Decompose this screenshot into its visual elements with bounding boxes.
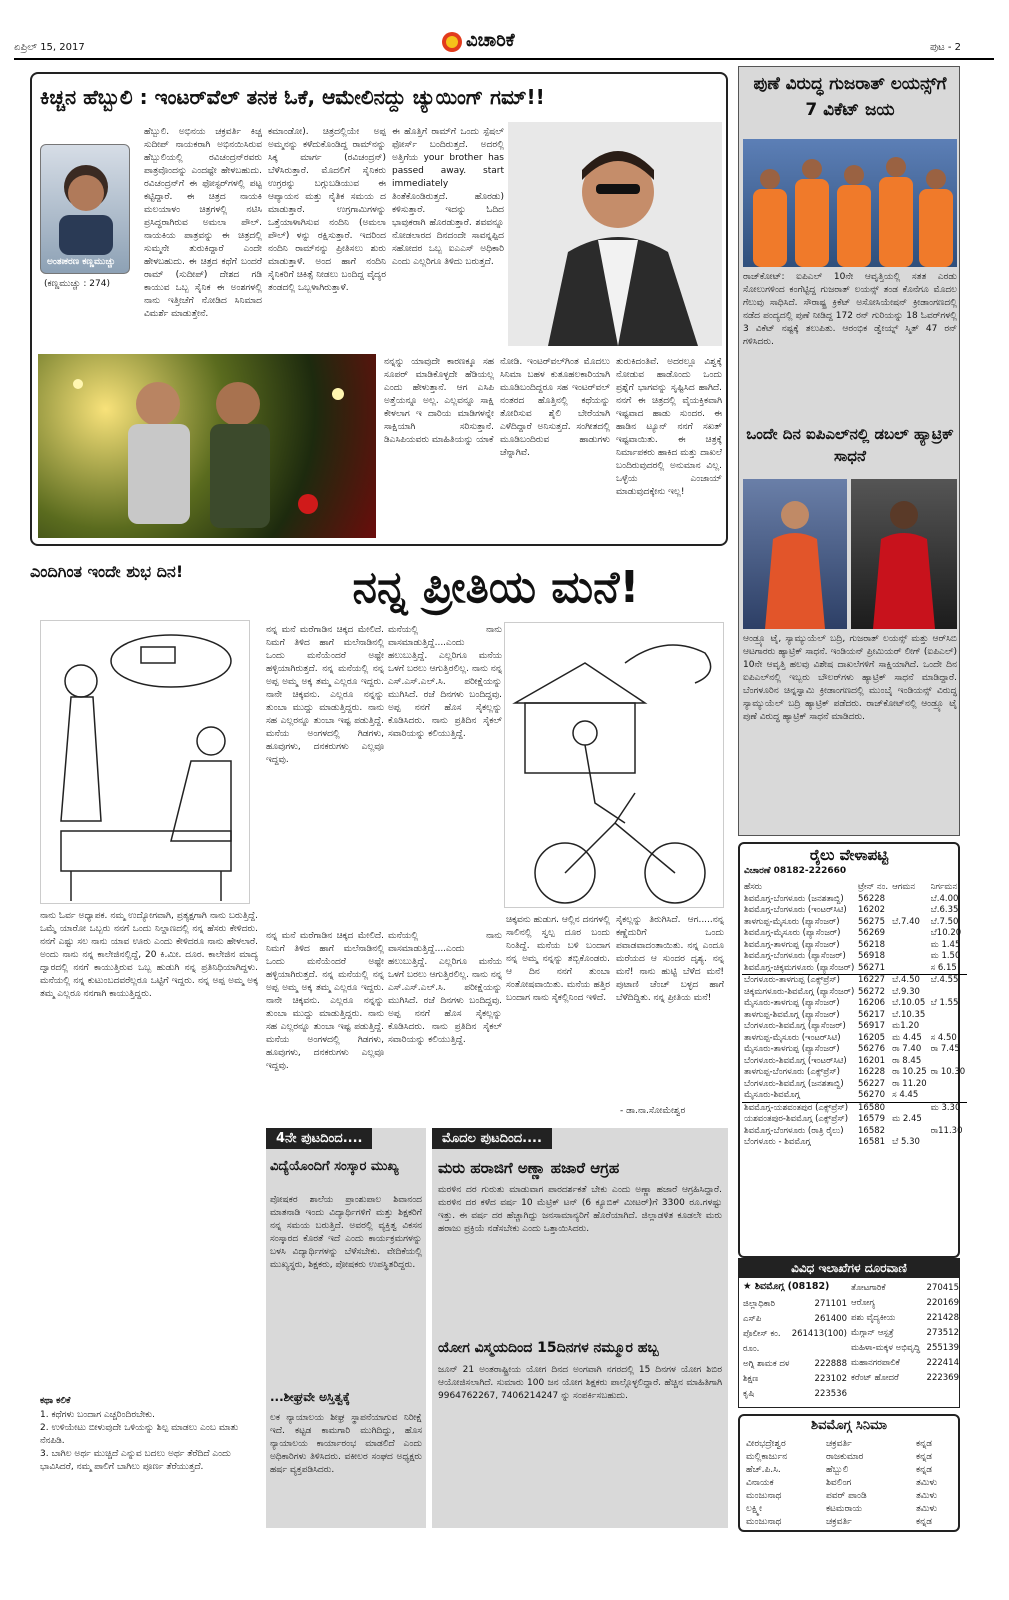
train-row (742, 1033, 967, 1045)
cinema-language: ತಮಿಳು (916, 1504, 938, 1514)
film-title: ಕಿಚ್ಚನ ಹೆಬ್ಬುಲಿ : ಇಂಟರ್‌ವೆಲ್ ತನಕ ಓಕೆ, ಆಮೇಲಿನದ್ದು ಚ್ಯುಯಿಂಗ್ ಗಮ್!! (40, 85, 545, 109)
train-cell: 16202 (858, 905, 886, 915)
train-cell (890, 1102, 929, 1114)
cont-page1-body-2: ಜೂನ್ 21 ಅಂತರಾಷ್ಟ್ರೀಯ ಯೋಗ ದಿನದ ಅಂಗವಾಗಿ ನಗರದಲ್ಲಿ 15 ದಿನಗಳ ಯೋಗ ಶಿಬಿರ ಆಯೋಜಿಸಲಾಗಿದೆ. ಸುಮಾರು 100 ಜನ ಯೋಗ ಶಿಕ್ಷಕರು ಪಾಲ್ಗೊಳ್ಳಲಿದ್ದಾರೆ. ಹೆಚ್ಚಿನ ಮಾಹಿತಿಗಾಗಿ 9964762267, 7406214247 ನ್ನು ಸಂಪರ್ಕಿಸಬಹುದು. (438, 1365, 722, 1401)
train-cell (929, 1137, 968, 1149)
train-cell: ರಾ 10.25 (892, 1067, 927, 1077)
film-col-low: ನನ್ನನ್ನು ಯಾವುದೇ ಕಾರಣಕ್ಕೂ ಸಹ ಸೂಪರ್ ಮಾಡಿಕೊಳ್ಳದೇ ಹೆಡಿಯಲ್ಲ ಎಂದು ಹೇಳುತ್ತಾನೆ. ಆಗ ಎಸಿಪಿ ಅತ್ತೆಯನ್ನೂ ಅಲ್ಲ. ಎಲ್ಲವನ್ನೂ ಸಾಕ್ಷಿ ಕೇಳಲಾಗ ಇ ದಾರಿಯ ಮಾಡಿಗಳನ್ನೇ ಸಾಕ್ಷಿಯಾಗಿ ಸರಿಸುತ್ತಾನೆ. ಡಿಎಸಿಪಿಯವರು ಮಾಹಿತಿಯನ್ನು ಯಾಕೆ (384, 357, 494, 445)
phone-row (851, 1326, 959, 1341)
author-caption: (ಕಣ್ಣಮುಚ್ಚು : 274) (44, 279, 110, 289)
train-header: ಹೆಸರು (744, 882, 762, 892)
phone-number: 261413(100) (791, 1329, 847, 1339)
ipl-bowler-photo-2 (851, 479, 957, 629)
train-row (742, 894, 967, 906)
train-cell: ಮೈಸೂರು-ಶಿವಮೊಗ್ಗ (744, 1090, 800, 1100)
cinema-row (746, 1464, 954, 1477)
train-cell: ಸ 4.50 (930, 1032, 957, 1043)
train-cell: ಬೆಂಗಳೂರು-ಶಿವಮೊಗ್ಗ (ಇಂಟರ್‌ಸಿಟಿ) (744, 1055, 847, 1066)
story-col-mid2-low: ಮನೆಯಲ್ಲಿ ನಾನು ವಾಸಮಾಡುತ್ತಿದ್ದೆ....ಎಂದು ಹಲುಬುತ್ತಿದ್ದೆ. ಎಲ್ಲರಿಗೂ ಮನೆಯ ಒಳಗೆ ಬರಲು ಆಗುತ್ತಿರಲಿಲ್ಲ. ನಾನು ನನ್ನ ಎಸ್.ಎಸ್.ಎಲ್.ಸಿ. ಪರೀಕ್ಷೆಯನ್ನು ಮುಗಿಸಿದೆ. ರಜೆ ದಿನಗಳು ಬಂದಿದ್ದವು. ಅಪ್ಪ ನನಗೆ ಹೊಸ ಸೈಕಲ್ಲನ್ನು ಕೊಡಿಸಿದರು. ನಾನು ಪ್ರತಿದಿನ ಸೈಕಲ್ ಸವಾರಿಯನ್ನು ಕಲಿಯುತ್ತಿದ್ದೆ. (388, 931, 502, 1045)
cinema-theatre: ವಿನಾಯಕ (746, 1478, 774, 1488)
train-timetable-box (738, 842, 966, 1258)
phone-row (743, 1387, 847, 1402)
cyclist-illustration-icon (505, 623, 725, 909)
logo-text: ವಿಚಾರಿಕೆ (466, 30, 515, 51)
couple-illustration-icon (41, 621, 251, 905)
cinema-language: ತಮಿಳು (916, 1491, 938, 1501)
cinema-row (746, 1438, 954, 1451)
phones-left-list (743, 1297, 847, 1402)
train-cell: ಮ 3.30 (930, 1102, 961, 1113)
cinema-theatre: ವೀರಭದ್ರೇಶ್ವರ (746, 1439, 786, 1449)
train-row (742, 1114, 967, 1126)
author-photo (40, 144, 130, 274)
story-illustration-2 (504, 622, 724, 908)
bowler-icon (743, 479, 847, 629)
train-cell: ಬೆಂಗಳೂರು-ಶಿವಮೊಗ್ಗ (ಜನಶತಾಬ್ದಿ) (744, 1078, 844, 1089)
train-cell (890, 905, 929, 917)
story-right-2: ಸೈಕಲ್ಲನ್ನು ತಿರುಗಿಸಿದೆ. ಆಗ.....ನನ್ನ ಕಣ್ಣೆದುರಿಗೆ ಒಂದು ಪವಾಡವಾದಂತಾಯಿತು. ನನ್ನ ಎಂದೂ ಮರೆಯದ ಆ ಸುಂದರ ದೃಶ್ಯ. ನನ್ನ ಮನೆ! ನಾನು ಹುಟ್ಟಿ ಬೆಳೆದ ಮನೆ! ಪುಟಾಣಿ ಚೆಂಚ್ ಬಳ್ಳದ ಹಾಗೆ ಬೆಳೆದಿದ್ದಿತು. ನನ್ನ ಪ್ರೀತಿಯ ಮನೆ! (616, 915, 724, 1003)
train-cell: ಸ 6.15 (930, 962, 957, 973)
train-cell: ಬೆಂಗಳೂರು-ತಾಳಗುಪ್ಪ (ಎಕ್ಸ್‌ಪ್ರೆಸ್) (744, 975, 840, 985)
cont-page1-tag: ಮೊದಲ ಪುಟದಿಂದ.... (432, 1128, 552, 1149)
phone-row (851, 1311, 959, 1326)
train-cell: 56217 (858, 1009, 886, 1020)
train-cell: ಬೆ.10.35 (892, 1009, 926, 1020)
train-cell: ರಾ 7.45 (930, 1044, 960, 1054)
story-note-3: 3. ಬಾಗಿಲ ಅರ್ಥ ಮುಚ್ಚಿದೆ ಎನ್ನುವ ಬದಲು ಅರ್ಥ ತೆರೆದಿದೆ ಎಂದು ಭಾವಿಸಿದರೆ, ನಮ್ಮ ಪಾಲಿಗೆ ಬಾಗಿಲು ಪೂರ್ಣ ತೆರೆಯುತ್ತದೆ. (40, 1449, 231, 1472)
film-col-3: ಈ ಹೊತ್ತಿಗೆ ರಾಮ್‌ಗೆ ಒಂದು ಸ್ಪೆಷಲ್ ಫೋರ್ಸ್ ಬಂದಿರುತ್ತದೆ. ಅದರಲ್ಲಿ ಅತ್ತಿಗೆಯ your brother has passed away. start immediately ತಿಂತೆಕೊಂಡಿರುತ್ತದೆ. ಹೊರಡು) ಕಳಿಸುತ್ತಾರೆ. ಇದನ್ನು ಓದಿದ ಭಾವುಕರಾಗಿ ಹೊರಡುತ್ತಾರೆ. ಶವವನ್ನೂ ನೋಡಲಾರದ ದಿನದಂದೇ ಸಾವನ್ನಪ್ಪಿದ ಸಹೋದರ ಒಬ್ಬ ಐಎಎಸ್ ಅಧಿಕಾರಿ ಎಂದು ಎಲ್ಲರಿಗೂ ತಿಳಿದು ಬರುತ್ತದೆ. (392, 127, 504, 267)
cont-page4-body: ಪೋಷಕರ ಶಾಲೆಯ ಪ್ರಾಂಶುಪಾಲ ಶಿವಾನಂದ ಮಾತನಾಡಿ ಇಂದು ವಿದ್ಯಾರ್ಥಿಗಳಿಗೆ ಮತ್ತು ಶಿಕ್ಷಕರಿಗೆ ನನ್ನ ಸಮಯ ಬರುತ್ತಿದೆ. ಅವರಲ್ಲಿ ವ್ಯಕ್ತಿತ್ವ ವಿಕಸನ ಸಂಸ್ಕಾರದ ಕೊರತೆ ಇದೆ ಎಂದು ಕಾರ್ಯಕ್ರಮಗಳನ್ನು ಬಳಸಿ ವಿದ್ಯಾರ್ಥಿಗಳನ್ನು ಬೆಳೆಸಬೇಕು. ವೇದಿಕೆಯಲ್ಲಿ ಮುಖ್ಯಸ್ಥರು, ಶಿಕ್ಷಕರು, ಪೋಷಕರು ಉಪಸ್ಥಿತರಿದ್ದರು. (270, 1195, 422, 1270)
train-cell: ಮ 2.45 (892, 1114, 922, 1124)
train-cell: ಶಿವಮೊಗ್ಗ-ಯಶವಂತಪುರ (ಎಕ್ಸ್‌ಪ್ರೆಸ್) (744, 1102, 849, 1113)
train-cell: ಬೆ.4.55 (930, 975, 959, 985)
train-header: ನಿರ್ಗಮನ (930, 882, 958, 892)
phone-number: 261400 (814, 1314, 847, 1324)
train-cell: 56270 (858, 1090, 886, 1100)
logo-icon (440, 30, 468, 54)
train-row (742, 928, 967, 940)
train-cell: 16205 (858, 1032, 886, 1043)
train-cell: 56917 (858, 1021, 886, 1031)
phone-number: 271101 (814, 1299, 847, 1309)
author-badge: ಅಂತಃಕರಣ ಕಣ್ಣಮುಚ್ಚು (47, 257, 116, 267)
phone-row (743, 1372, 847, 1387)
train-row (742, 975, 967, 987)
story-note-2: 2. ಉಳಿಯೇಟು ಬೀಳುವುದೇ ಒಳಿಯನ್ನು ಶಿಲ್ಪ ಮಾಡಲು ಎಂಬ ಮಾತು ನೆನಪಿಡಿ. (40, 1423, 239, 1446)
train-cell: ಬೆ.7.40 (892, 916, 920, 927)
cinema-film: ಪವರ್ ಪಾಂಡಿ (826, 1491, 867, 1501)
train-cell: ಬೆಂಗಳೂರು-ಶಿವಮೊಗ್ಗ (ಪ್ಯಾಸೆಂಜರ್) (744, 1021, 846, 1031)
train-header: ಟ್ರೇನ್ ನಂ. (858, 882, 889, 892)
cont-page1-body: ಮರಳಿನ ದರ ಗುರುತು ಮಾಡುವಾಗ ಪಾರದರ್ಶಕತೆ ಬೇಕು ಎಂದು ಅಣ್ಣಾ ಹಜಾರೆ ಆಗ್ರಹಿಸಿದ್ದಾರೆ. ಮರಳಿನ ದರ ಕಳೆದ ವರ್ಷ 10 ಮೆಟ್ರಿಕ್ ಟನ್ (6 ಕ್ಯೂಬಿಕ್ ಮೀಟರ್)ಗೆ 3300 ರೂ.ಗಳಷ್ಟು ಇತ್ತು. ಈ ವರ್ಷ ದರ ಹೆಚ್ಚಾಗಿದ್ದು ಜನಸಾಮಾನ್ಯರಿಗೆ ಹೊರೆಯಾಗಿದೆ. ಜಿಲ್ಲಾಡಳಿತ ಕೂಡಲೇ ಮರು ಹರಾಜು ಪ್ರಕ್ರಿಯೆ ನಡೆಸಬೇಕು ಎಂದು ಒತ್ತಾಯಿಸಿದರು. (438, 1185, 722, 1234)
train-table (742, 882, 967, 1149)
train-cell (929, 1114, 968, 1126)
phone-number: 270415 (926, 1283, 959, 1293)
train-cell: ಮ 1.50 (930, 951, 961, 961)
story-kicker-text: ಎಂದಿಗಿಂತ ಇಂದೇ ಶುಭ ದಿನ! (30, 562, 184, 581)
phone-dept: ಪೊಲೀಸ್ ಕಂ. ರೂಂ. (743, 1329, 781, 1354)
train-row (742, 1079, 967, 1091)
phone-dept: ಎಸ್‌ಪಿ (743, 1314, 762, 1324)
film-still-icon (38, 354, 376, 538)
train-cell: ರಾ11.30 (930, 1125, 963, 1136)
cinema-film: ರಾಜಕುಮಾರ (826, 1452, 864, 1462)
train-cell: 16581 (858, 1137, 886, 1147)
train-cell: 16228 (858, 1067, 886, 1077)
train-row (742, 905, 967, 917)
story-byline: - ಡಾ.ನಾ.ಸೋಮೇಶ್ವರ (620, 1106, 686, 1116)
train-cell: 56269 (858, 928, 886, 938)
phone-row (743, 1357, 847, 1372)
train-cell: 56271 (858, 962, 886, 973)
person-icon (41, 145, 131, 255)
players-icon (743, 139, 957, 267)
masthead-rule (14, 58, 994, 60)
cinema-row (746, 1451, 954, 1464)
train-header: ಆಗಮನ (892, 882, 916, 892)
train-cell (929, 987, 968, 999)
cont-page4-body-2: ಲಕ ನ್ಯಾಯಾಲಯ ಶೀಘ್ರ ಸ್ಥಾಪನೆಯಾಗುವ ನಿರೀಕ್ಷೆ ಇದೆ. ಕಟ್ಟಡ ಕಾಮಗಾರಿ ಮುಗಿದಿದ್ದು, ಹೊಸ ನ್ಯಾಯಾಲಯ ಕಾರ್ಯಾರಂಭ ಮಾಡಲಿದೆ ಎಂದು ಅಧಿಕಾರಿಗಳು ತಿಳಿಸಿದರು. ವಕೀಲರ ಸಂಘದ ಅಧ್ಯಕ್ಷರು ಹರ್ಷ ವ್ಯಕ್ತಪಡಿಸಿದರು. (270, 1413, 422, 1475)
train-row (742, 998, 967, 1010)
train-row (742, 1137, 967, 1149)
phone-number: 255139 (926, 1343, 959, 1353)
train-cell (929, 1021, 968, 1033)
cinema-film: ಹೆಬ್ಬುಲಿ (826, 1465, 849, 1475)
phone-number: 222369 (926, 1373, 959, 1383)
cont-page4-title: ವಿದ್ಯೆಯೊಂದಿಗೆ ಸಂಸ್ಕಾರ ಮುಖ್ಯ (270, 1159, 399, 1174)
phone-row (743, 1327, 847, 1357)
phone-row (851, 1296, 959, 1311)
phones-std: ★ ಶಿವಮೊಗ್ಗ (08182) (743, 1281, 830, 1292)
train-cell: ಬೆ 1.55 (930, 998, 959, 1008)
train-row (742, 987, 967, 999)
train-cell: ಶಿವಮೊಗ್ಗ-ಬೆಂಗಳೂರು (ಪ್ಯಾಸೆಂಜರ್) (744, 951, 846, 961)
train-header-row (742, 882, 967, 894)
ipl-body-2: ಆಂಡ್ರ್ಯೂ ಟೈ, ಸ್ಯಾಮ್ಯುಯೆಲ್ ಬದ್ರಿ, ಗುಜರಾತ್ ಲಯನ್ಸ್ ಮತ್ತು ಆರ್‌ಸಿಬಿ ಆಟಗಾರರು ಹ್ಯಾಟ್ರಿಕ್ ಸಾಧನೆ. ಇಂಡಿಯನ್ ಪ್ರೀಮಿಯರ್ ಲೀಗ್ (ಐಪಿಎಲ್) 10ನೇ ಆವೃತ್ತಿ ಹಲವು ವಿಶೇಷ ದಾಖಲೆಗಳಿಗೆ ಸಾಕ್ಷಿಯಾಗಿದೆ. ಒಂದೇ ದಿನ ಐಪಿಎಲ್‌ನಲ್ಲಿ ಇಬ್ಬರು ಬೌಲರ್‌ಗಳು ಹ್ಯಾಟ್ರಿಕ್ ಸಾಧನೆ ಮಾಡಿದ್ದಾರೆ. ಬೆಂಗಳೂರಿನ ಚಿನ್ನಸ್ವಾಮಿ ಕ್ರೀಡಾಂಗಣದಲ್ಲಿ ಮುಂಬೈ ಇಂಡಿಯನ್ಸ್ ವಿರುದ್ಧ ಸ್ಯಾಮ್ಯುಯೆಲ್ ಬದ್ರಿ ಹ್ಯಾಟ್ರಿಕ್ ಪಡೆದರು. ರಾಜ್‌ಕೋಟ್‌ನಲ್ಲಿ ಆಂಡ್ರ್ಯೂ ಟೈ ಪುಣೆ ವಿರುದ್ಧ ಹ್ಯಾಟ್ರಿಕ್ ಸಾಧನೆ ಮಾಡಿದರು. (743, 634, 957, 722)
train-cell: ತಾಳಗುಪ್ಪ-ಮೈಸೂರು (ಪ್ಯಾಸೆಂಜರ್) (744, 916, 840, 927)
train-row (742, 917, 967, 929)
train-row (742, 1056, 967, 1068)
train-cell: 56227 (858, 1078, 886, 1089)
train-cell: ಶಿವಮೊಗ್ಗ-ಚಿಕ್ಕಮಗಳೂರು (ಪ್ಯಾಸೆಂಜರ್) (744, 962, 855, 973)
train-cell: ಬೆ.4.00 (930, 893, 959, 904)
train-cell (929, 1090, 968, 1102)
film-col-5: ನೋಡಿ. ಇಂಟರ್‌ವಲ್‌ಗಿಂತ ಮೊದಲು ಸಿನಿಮಾ ಬಹಳ ಕುತೂಹಲಕಾರಿಯಾಗಿ ಮೂಡಿಬಂದಿದ್ದರೂ ಸಹ ಇಂಟರ್‌ವಲ್ ನಂತರದ ಹೊತ್ತಿನಲ್ಲಿ ಕಥೆಯನ್ನು ತೋರಿಸುವ ಶೈಲಿ ಬೇರೆಯಾಗಿ ಎಳೆದಿದ್ದಾರೆ ಅನಿಸುತ್ತದೆ. ಸಂಗೀತದಲ್ಲಿ ಮೂಡಿಬಂದಿರುವ ಹಾಡುಗಳು ಚೆನ್ನಾಗಿವೆ. (500, 357, 610, 458)
film-col-2: ಕಮಾಂಡೋ). ಚಿತ್ರದಲ್ಲಿಯೇ ಅಪ್ಪ ಅಮ್ಮನನ್ನು ಕಳೆದುಕೊಂಡಿದ್ದ ರಾಮ್‌ನನ್ನು ಸಿಕ್ಕ ಮಾರ್ಗ (ರವಿಚಂದ್ರನ್) ಬೆಳೆಸಿರುತ್ತಾರೆ. ಮೊದಲಿಗೆ ಸೈನಿಕರು ಉಗ್ರರನ್ನು ಬಗ್ಗುಬಡಿಯುವ ಈ ಆಪ್ಯಾಯನ ಮತ್ತು ನೈತಿಕ ಸಮಯ ದ ಮಾಡುತ್ತಾರೆ. ಉಗ್ರಗಾಮಿಗಳನ್ನು ಒತ್ತೆಯಾಳಾಗಿಸುವ ನಂದಿನಿ (ಅಮಲಾ ಪೌಲ್) ಳನ್ನು ರಕ್ಷಿಸುತ್ತಾರೆ. ಇದರಿಂದ ನಂದಿನಿ ರಾಮ್‌ನನ್ನು ಪ್ರೀತಿಸಲು ಶುರು ಮಾಡುತ್ತಾಳೆ. ಅಂದ ಹಾಗೆ ನಂದಿನಿ ಸೈನಿಕರಿಗೆ ಚಿಕಿತ್ಸೆ ನೀಡಲು ಬಂದಿದ್ದ ವೈದ್ಯರ ತಂಡದಲ್ಲಿ ಒಬ್ಬಳಾಗಿರುತ್ತಾಳೆ. (268, 127, 386, 293)
train-row (742, 951, 967, 963)
cinema-film: ಚಕ್ರವರ್ತಿ (826, 1439, 852, 1449)
train-row (742, 1090, 967, 1102)
train-enquiry: ವಿಚಾರಣೆ 08182-222660 (744, 866, 847, 876)
train-cell: ಬೆಂಗಳೂರು - ಶಿವಮೊಗ್ಗ (744, 1137, 811, 1147)
cinema-theatre: ಹೆಚ್.ಪಿ.ಸಿ. (746, 1465, 781, 1475)
train-cell: 16227 (858, 975, 886, 985)
phones-title: ವಿವಿಧ ಇಲಾಖೆಗಳ ದೂರವಾಣಿ (739, 1259, 959, 1278)
cinema-language: ಕನ್ನಡ (916, 1465, 933, 1475)
cont-page1-box (432, 1128, 728, 1528)
cinema-film: ಕಟಮರಾಯ (826, 1504, 863, 1514)
phone-row (851, 1341, 959, 1356)
train-cell (890, 951, 929, 963)
phone-dept: ಮಹಿಳಾ-ಮಕ್ಕಳ ಅಭಿವೃದ್ಧಿ (851, 1343, 921, 1353)
train-title: ರೈಲು ವೇಳಾಪಟ್ಟಿ (809, 846, 889, 864)
page-number: ಪುಟ - 2 (930, 42, 961, 53)
cinema-theatre: ಮಂಜುನಾಥ (746, 1491, 782, 1501)
actor-portrait-icon (508, 122, 722, 346)
train-cell: 56228 (858, 893, 886, 904)
cinema-row (746, 1516, 954, 1529)
train-cell: ಬೆ 5.30 (892, 1137, 920, 1147)
train-cell: ರಾ 7.40 (892, 1044, 922, 1054)
cinema-film: ಚಕ್ರವರ್ತಿ (826, 1517, 852, 1527)
phone-number: 273512 (926, 1328, 959, 1338)
phone-dept: ತೋಟಗಾರಿಕೆ (851, 1283, 886, 1293)
train-cell: ರಾ 11.20 (892, 1078, 927, 1089)
phone-number: 222414 (926, 1358, 959, 1368)
train-cell: ರಾ 8.45 (892, 1055, 922, 1066)
story-title: ನನ್ನ ಪ್ರೀತಿಯ ಮನೆ! (352, 562, 640, 613)
train-cell: 16582 (858, 1125, 886, 1136)
train-cell: ರಾ 10.30 (930, 1067, 966, 1077)
phone-dept: ಶಿಕ್ಷಣ (743, 1374, 759, 1384)
train-cell: ಬೆ.6.35 (930, 905, 959, 915)
phone-number: 221428 (926, 1313, 959, 1323)
train-row (742, 1102, 967, 1114)
ipl-title: ಪುಣೆ ವಿರುದ್ಧ ಗುಜರಾತ್ ಲಯನ್ಸ್‌ಗೆ 7 ವಿಕೆಟ್ ಜಯ (753, 74, 947, 120)
sudeep-photo (508, 122, 722, 346)
ipl-box (738, 66, 960, 836)
train-cell: 16206 (858, 998, 886, 1008)
train-cell: ತಾಳಗುಪ್ಪ-ಮೈಸೂರು (ಇಂಟರ್‌ಸಿಟಿ) (744, 1032, 841, 1043)
cinema-box (738, 1414, 960, 1532)
phone-dept: ಪಶು ವೈದ್ಯಕೀಯ (851, 1313, 896, 1323)
train-row (742, 1044, 967, 1056)
train-cell: ಬೆ10.20 (930, 928, 962, 938)
phone-dept: ಕೃಷಿ (743, 1389, 755, 1399)
story-right: ಚಿಕ್ಕವನು ಹುಡುಗ. ಆಲ್ಲಿನ ದನಗಳಲ್ಲಿ ಸಾಲಿನಲ್ಲಿ ಸ್ವಲ್ಪ ದೂರ ಬಂದು ನಿಂತಿದ್ದೆ. ಮನೆಯ ಬಳಿ ಬಂದಾಗ ನನ್ನ ಅಮ್ಮ ನನ್ನನ್ನು ತಬ್ಬಿಕೊಂಡರು. ಆ ದಿನ ನನಗೆ ತುಂಬಾ ಸಂತೋಷವಾಯಿತು. ಮನೆಯ ಹತ್ತಿರ ಬಂದಾಗ ನಾನು ಸೈಕಲ್ಲಿನಿಂದ ಇಳಿದೆ. (506, 915, 610, 1003)
cinema-theatre: ಮಂಜುನಾಥ (746, 1517, 782, 1527)
train-cell: ತಾಳಗುಪ್ಪ-ಶಿವಮೊಗ್ಗ (ಪ್ಯಾಸೆಂಜರ್) (744, 1009, 840, 1020)
train-cell (890, 940, 929, 952)
story-mid: ನನ್ನ ಮನೆ ಮರೆಗಾಡಿನ ಚಿಕ್ಕದ ಮೇಲಿದೆ. ನಿಮಗೆ ತಿಳಿದ ಹಾಗೆ ಮಲೆನಾಡಿನಲ್ಲಿ ಒಂದು ಮನೆಯೆಂದರೆ ಅಷ್ಟೇ ಹಳ್ಳಿಯಾಗಿರುತ್ತದೆ. ನನ್ನ ಮನೆಯಲ್ಲಿ ನನ್ನ ಅಪ್ಪ ಅಮ್ಮ ಅಕ್ಕ ತಮ್ಮ ಎಲ್ಲರೂ ಇದ್ದರು. ನಾನೇ ಚಿಕ್ಕವನು. ಎಲ್ಲರೂ ನನ್ನನ್ನು ತುಂಬಾ ಮುದ್ದು ಮಾಡುತ್ತಿದ್ದರು. ನಾನು ಸಹ ಎಲ್ಲರನ್ನೂ ತುಂಬಾ ಇಷ್ಟ ಪಡುತ್ತಿದ್ದೆ. ಮನೆಯ ಅಂಗಳದಲ್ಲಿ ಗಿಡಗಳು, ಹೂವುಗಳು, ದನಕರುಗಳು ಎಲ್ಲವೂ ಇದ್ದವು. (266, 625, 384, 765)
cinema-row (746, 1490, 954, 1503)
train-cell (929, 1079, 968, 1091)
phone-row (743, 1297, 847, 1312)
film-still-photo (38, 354, 376, 538)
cont-page4-tag: 4ನೇ ಪುಟದಿಂದ.... (266, 1128, 372, 1149)
train-cell: ಬೆ.7.50 (930, 916, 959, 927)
cinema-row (746, 1503, 954, 1516)
cinema-language: ಕನ್ನಡ (916, 1517, 933, 1527)
train-row (742, 940, 967, 952)
train-cell: 56276 (858, 1044, 886, 1054)
train-cell: ಬೆ.4.50 (892, 975, 920, 985)
phone-row (851, 1356, 959, 1371)
train-row (742, 963, 967, 975)
train-cell: ಶಿವಮೊಗ್ಗ-ತಾಳಗುಪ್ಪ (ಪ್ಯಾಸೆಂಜರ್) (744, 939, 840, 950)
story-mid-2: ಮನೆಯಲ್ಲಿ ನಾನು ವಾಸಮಾಡುತ್ತಿದ್ದೆ....ಎಂದು ಹಲುಬುತ್ತಿದ್ದೆ. ಎಲ್ಲರಿಗೂ ಮನೆಯ ಒಳಗೆ ಬರಲು ಆಗುತ್ತಿರಲಿಲ್ಲ. ನಾನು ನನ್ನ ಎಸ್.ಎಸ್.ಎಲ್.ಸಿ. ಪರೀಕ್ಷೆಯನ್ನು ಮುಗಿಸಿದೆ. ರಜೆ ದಿನಗಳು ಬಂದಿದ್ದವು. ಅಪ್ಪ ನನಗೆ ಹೊಸ ಸೈಕಲ್ಲನ್ನು ಕೊಡಿಸಿದರು. ನಾನು ಪ್ರತಿದಿನ ಸೈಕಲ್ ಸವಾರಿಯನ್ನು ಕಲಿಯುತ್ತಿದ್ದೆ. (388, 625, 502, 739)
train-cell (929, 1056, 968, 1068)
train-row (742, 1126, 967, 1138)
train-cell: ಮ 1.45 (930, 939, 961, 950)
story-col-mid-low: ನನ್ನ ಮನೆ ಮರೆಗಾಡಿನ ಚಿಕ್ಕದ ಮೇಲಿದೆ. ನಿಮಗೆ ತಿಳಿದ ಹಾಗೆ ಮಲೆನಾಡಿನಲ್ಲಿ ಒಂದು ಮನೆಯೆಂದರೆ ಅಷ್ಟೇ ಹಳ್ಳಿಯಾಗಿರುತ್ತದೆ. ನನ್ನ ಮನೆಯಲ್ಲಿ ನನ್ನ ಅಪ್ಪ ಅಮ್ಮ ಅಕ್ಕ ತಮ್ಮ ಎಲ್ಲರೂ ಇದ್ದರು. ನಾನೇ ಚಿಕ್ಕವನು. ಎಲ್ಲರೂ ನನ್ನನ್ನು ತುಂಬಾ ಮುದ್ದು ಮಾಡುತ್ತಿದ್ದರು. ನಾನು ಸಹ ಎಲ್ಲರನ್ನೂ ತುಂಬಾ ಇಷ್ಟ ಪಡುತ್ತಿದ್ದೆ. ಮನೆಯ ಅಂಗಳದಲ್ಲಿ ಗಿಡಗಳು, ಹೂವುಗಳು, ದನಕರುಗಳು ಎಲ್ಲವೂ ಇದ್ದವು. (266, 931, 384, 1071)
phone-number: 223536 (814, 1389, 847, 1399)
cont-page4-box (266, 1128, 426, 1528)
film-col-6: ತುರುಕಿದಂತಿವೆ. ಅದರಲ್ಲೂ ವಿಶ್ವಕ್ಕೆ ನೋಡುವ ಹಾಡೊಂದು ಒಂದು ಪ್ರಶ್ನೆಗೆ ಭಾಗವನ್ನು ಸೃಷ್ಟಿಸಿದ ಹಾಗಿದೆ. ನನಗೆ ಈ ಚಿತ್ರದಲ್ಲಿ ವೈಯಕ್ತಿಕವಾಗಿ ಇಷ್ಟವಾದ ಹಾಡು ಸುಂದರ. ಈ ಹಾಡಿನ ಟ್ಯೂನ್ ನನಗೆ ಸಖತ್ ಇಷ್ಟವಾಯಿತು. ಈ ಚಿತ್ರಕ್ಕೆ ನಿರ್ಮಾಪಕರು ಹಾಕಿದ ಮತ್ತು ದಾಖಲೆ ಬಂದಿರುವುದರಲ್ಲಿ ಅನುಮಾನ ವಿಲ್ಲ. ಒಳ್ಳೆಯ ಎಂಜಾಯ್ ಮಾಡುವುದಕ್ಕೇನು ಇಲ್ಲ! (616, 357, 722, 497)
train-row (742, 1010, 967, 1022)
phone-row (851, 1371, 959, 1386)
ipl-team-photo (743, 139, 957, 267)
phone-dept: ಜಿಲ್ಲಾಧಿಕಾರಿ (743, 1299, 776, 1309)
film-review-box (30, 72, 728, 546)
train-cell: 16201 (858, 1055, 886, 1066)
phones-box (738, 1258, 960, 1408)
train-cell: ಸ 4.45 (892, 1090, 919, 1100)
cinema-language: ಕನ್ನಡ (916, 1439, 933, 1449)
train-cell: 56918 (858, 951, 886, 961)
masthead-logo (440, 30, 570, 56)
phone-dept: ಅಗ್ನಿ ಶಾಮಕ ದಳ (743, 1359, 790, 1369)
train-cell: 56218 (858, 939, 886, 950)
cinema-language: ಕನ್ನಡ (916, 1452, 933, 1462)
train-cell: 16579 (858, 1114, 886, 1124)
train-cell: ಮೈಸೂರು-ತಾಳಗುಪ್ಪ (ಪ್ಯಾಸೆಂಜರ್) (744, 1044, 840, 1054)
ipl-bowler-photo-1 (743, 479, 847, 629)
train-row (742, 1067, 967, 1079)
phone-dept: ಮೆಗ್ಗಾನ್ ಆಸ್ಪತ್ರೆ (851, 1328, 894, 1338)
train-cell: 56275 (858, 916, 886, 927)
story-note-head: ಕಥಾ ಕಲಿಕೆ (40, 1396, 71, 1406)
train-cell: ಮ 4.45 (892, 1032, 922, 1043)
phone-dept: ಕರೆಂಟ್ ಹೋದರೆ (851, 1373, 899, 1383)
train-cell: ಚಿಕ್ಕಮಗಳೂರು-ಶಿವಮೊಗ್ಗ (ಪ್ಯಾಸೆಂಜರ್) (744, 986, 855, 997)
cinema-theatre: ಮಲ್ಲಿಕಾರ್ಜುನ (746, 1452, 788, 1462)
train-cell: ಮೈಸೂರು-ತಾಳಗುಪ್ಪ (ಪ್ಯಾಸೆಂಜರ್) (744, 998, 840, 1008)
train-cell: ಶಿವಮೊಗ್ಗ-ಬೆಂಗಳೂರು (ಇಂಟರ್‌ಸಿಟಿ) (744, 905, 847, 915)
phone-number: 220169 (926, 1298, 959, 1308)
train-row (742, 1021, 967, 1033)
cinema-list (746, 1438, 954, 1529)
train-cell: 56272 (858, 986, 886, 997)
film-col-1-text: ಹೆಬ್ಬುಲಿ. ಅಭಿನಯ ಚಕ್ರವರ್ತಿ ಕಿಚ್ಚ ಸುದೀಪ್ ನಾಯಕರಾಗಿ ಅಭಿನಯಿಸಿರುವ ಹೆಬ್ಬುಲಿಯಲ್ಲಿ ರವಿಚಂದ್ರನ್‌ರವರು ಪಾತ್ರವೊಂದನ್ನು ಎಂದಷ್ಟೇ ಹೇಳಬಹುದು. ರವಿಚಂದ್ರನ್‌ಗೆ ಈ ಫೋಸ್ಟರ್‌ಗಳಲ್ಲಿ ಪಟ್ಟ ಕಟ್ಟಿದ್ದಾರೆ. ಈ ಚಿತ್ರದ ನಾಯಕಿ ಮಲಯಾಳಂ ಚಿತ್ರಗಳಲ್ಲಿ ನಟಿಸಿ ಪ್ರಸಿದ್ಧರಾಗಿರುವ ಅಮಲಾ ಪೌಲ್. ನಾಯಕಿಯ ಪಾತ್ರವನ್ನು ಈ ಚಿತ್ರದಲ್ಲಿ ಸುಮ್ಮನೇ ತುರುಕಿದ್ದಾರೆ ಎಂದೇ ಹೇಳಬಹುದು. ಈ ಚಿತ್ರದ ಕಥೆಗೆ ಬಂದರೆ ರಾಮ್ (ಸುದೀಪ್) ದೇಶದ ಗಡಿ ಕಾಯುವ ಒಬ್ಬ ಸೈನಿಕ ಈ ಅಂಶಗಳಲ್ಲಿ ನಾನು ಇತ್ತೀಚೆಗೆ ನೋಡಿದ ಸಿನಿಮಾದ ವಿಮರ್ಶೆ ಮಾಡುತ್ತೇನೆ. (144, 127, 262, 319)
cinema-theatre: ಲಕ್ಷ್ಮೀ (746, 1504, 763, 1514)
story-illustration-1 (40, 620, 250, 904)
train-cell (890, 894, 929, 906)
story-kicker (30, 562, 183, 582)
story-note-1: 1. ಕಥೆಗಳು ಬಂದಾಗ ಎಚ್ಚರಿಂದಿರಬೇಕು. (40, 1410, 155, 1420)
masthead-date: ಏಪ್ರಿಲ್ 15, 2017 (14, 42, 85, 53)
phone-row (743, 1312, 847, 1327)
train-cell: ಶಿವಮೊಗ್ಗ-ಬೆಂಗಳೂರು (ರಾತ್ರಿ ರೈಲು) (744, 1125, 844, 1136)
phone-dept: ಆರೋಗ್ಯ (851, 1298, 876, 1308)
cinema-film: ಶಿವಲಿಂಗ (826, 1478, 852, 1488)
train-cell: ಬೆ.10.05 (892, 998, 926, 1008)
train-cell: ಶಿವಮೊಗ್ಗ-ಬೆಂಗಳೂರು (ಜನಶತಾಬ್ದಿ) (744, 893, 844, 904)
bowler-icon (851, 479, 957, 629)
ipl-title-2: ಒಂದೇ ದಿನ ಐಪಿಎಲ್‌ನಲ್ಲಿ ಡಬಲ್ ಹ್ಯಾಟ್ರಿಕ್ ಸಾಧನೆ (746, 425, 954, 465)
train-cell: ಬೆ.9.30 (892, 986, 920, 997)
cinema-language: ತಮಿಳು (916, 1478, 938, 1488)
train-cell: ಶಿವಮೊಗ್ಗ-ಮೈಸೂರು (ಪ್ಯಾಸೆಂಜರ್) (744, 928, 841, 938)
phone-number: 222888 (814, 1359, 847, 1369)
story-left: ನಾನು ಓರ್ವ ಅಧ್ಯಾಪಕ. ನಮ್ಮ ಉದ್ಯೋಗವಾಗಿ, ಪ್ರತ್ಯಕ್ಷಗಾಗಿ ನಾನು ಬರುತ್ತಿದ್ದೆ. ಒಮ್ಮೆ ಯಾರೋ ಒಬ್ಬರು ನನಗೆ ಒಂದು ನಿಲ್ದಾಣದಲ್ಲಿ ನನ್ನ ಹೆಸರು ಕೇಳಿದರು. ನನಗೆ ಎಷ್ಟು ಸಲ ನಾನು ಯಾವ ಊರು ಎಂದು ಕೇಳಿದರೂ ನಾನು ಹೇಳಲಾರೆ. ಅಂದು ನಾನು ನನ್ನ ಕಾಲೇಜಿನಲ್ಲಿದ್ದೆ, 20 ಕಿ.ಮೀ. ದೂರ. ಕಾಲೇಜಿನ ಮಾದ್ಯ ದ್ವಾರದಲ್ಲಿ ನನಗೆ ಕಾಯುತ್ತಿರುವ ಒಬ್ಬ ಹುಡುಗಿ ನನ್ನ ಪ್ರತಿನಿಧಿಯಾಗಿದ್ದಳು. ಮನೆಯಲ್ಲಿ ನನ್ನ ಕುಟುಂಬದವರೆಲ್ಲರೂ ಒಟ್ಟಿಗೆ ಇದ್ದರು. ನನ್ನ ಅಪ್ಪ ಅಮ್ಮ ಅಕ್ಕ ತಮ್ಮ ಎಲ್ಲರೂ ನನಗಾಗಿ ಕಾಯುತ್ತಿದ್ದರು. (40, 911, 258, 999)
train-cell (890, 928, 929, 940)
train-cell (929, 1010, 968, 1022)
cont-page1-title: ಮರು ಹರಾಜಿಗೆ ಅಣ್ಣಾ ಹಜಾರೆ ಆಗ್ರಹ (438, 1159, 620, 1177)
phone-row (851, 1281, 959, 1296)
ipl-body: ರಾಜ್‌ಕೋಟ್: ಐಪಿಎಲ್ 10ನೇ ಆವೃತ್ತಿಯಲ್ಲಿ ಸತತ ಎರಡು ಸೋಲುಗಳಿಂದ ಕಂಗೆಟ್ಟಿದ್ದ ಗುಜರಾತ್ ಲಯನ್ಸ್ ತಂಡ ಕೊನೆಗೂ ಮೊದಲ ಗೆಲುವು ಸಾಧಿಸಿದೆ. ಸೌರಾಷ್ಟ್ರ ಕ್ರಿಕೆಟ್ ಅಸೋಸಿಯೇಷನ್ ಕ್ರೀಡಾಂಗಣದಲ್ಲಿ ನಡೆದ ಪಂದ್ಯದಲ್ಲಿ ಪುಣೆ ನೀಡಿದ್ದ 172 ರನ್ ಗುರಿಯನ್ನು 18 ಓವರ್‌ಗಳಲ್ಲಿ 3 ವಿಕೆಟ್ ನಷ್ಟಕ್ಕೆ ತಲುಪಿತು. ಆರಂಭಿಕ ಡ್ವೇಯ್ನ್ ಸ್ಮಿತ್ 47 ರನ್ ಗಳಿಸಿದರು. (743, 272, 957, 347)
cont-page4-sub: ...ಶೀಘ್ರವೇ ಅಸ್ತಿತ್ವಕ್ಕೆ (270, 1390, 350, 1404)
train-cell: ಯಶವಂತಪುರ-ಶಿವಮೊಗ್ಗ (ಎಕ್ಸ್‌ಪ್ರೆಸ್) (744, 1114, 849, 1124)
train-cell: ತಾಳಗುಪ್ಪ-ಬೆಂಗಳೂರು (ಎಕ್ಸ್‌ಪ್ರೆಸ್) (744, 1067, 840, 1077)
train-cell (890, 963, 929, 975)
train-cell: ಮ1.20 (892, 1021, 920, 1031)
phone-number: 223102 (814, 1374, 847, 1384)
cont-page1-title-2: ಯೋಗ ವಿಸ್ಮಯದಿಂದ 15ದಿನಗಳ ನಮ್ಮೂರ ಹಬ್ಬ (438, 1340, 659, 1356)
phones-right-list (851, 1281, 959, 1386)
train-cell: 16580 (858, 1102, 886, 1113)
cinema-title: ಶಿವಮೊಗ್ಗ ಸಿನಿಮಾ (810, 1418, 887, 1433)
phone-dept: ಮಹಾನಗರಪಾಲಿಕೆ (851, 1358, 900, 1368)
story-notes (40, 1396, 258, 1474)
train-cell (890, 1126, 929, 1138)
cinema-row (746, 1477, 954, 1490)
